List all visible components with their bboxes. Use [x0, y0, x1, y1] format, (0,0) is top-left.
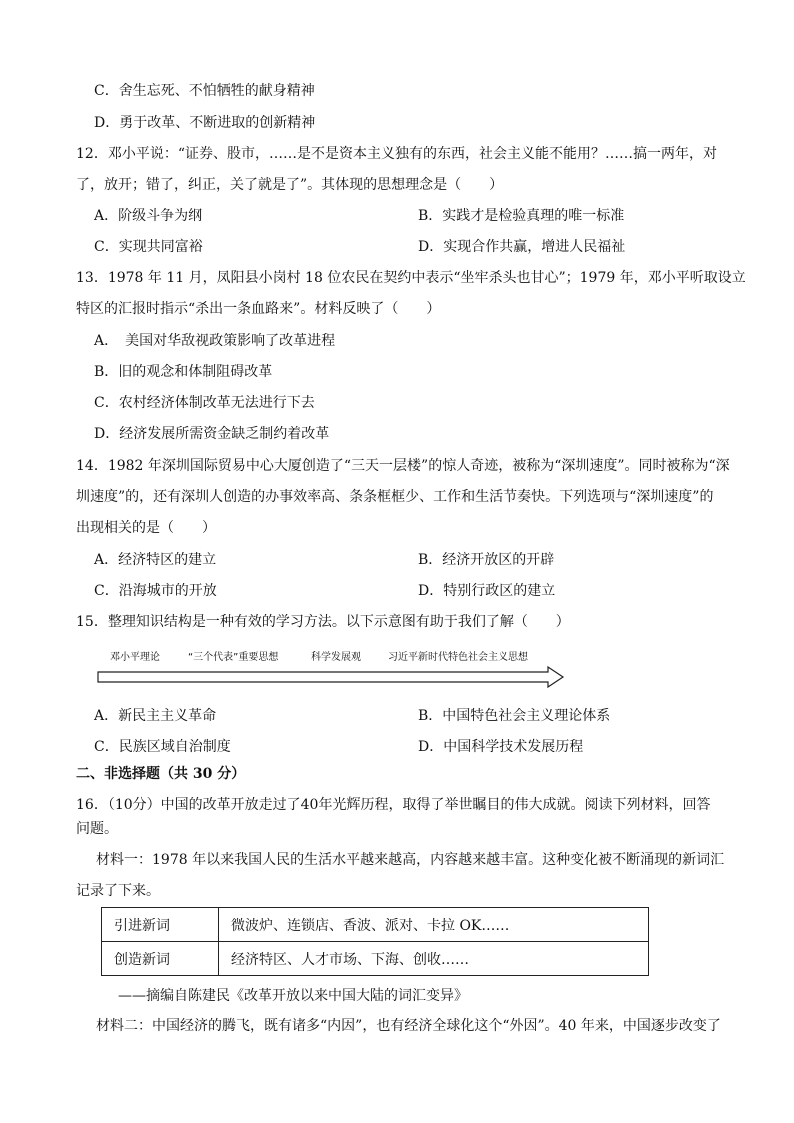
q11-option-d: D．勇于改革、不断进取的创新精神 [94, 115, 316, 131]
q15-option-d: D．中国科学技术发展历程 [418, 739, 584, 755]
q13-option-b: B．旧的观念和体制阻碍改革 [94, 364, 273, 380]
q13-stem-line1: 13．1978 年 11 月，凤阳县小岗村 18 位农民在契约中表示“坐牢杀头也甘心”；1979 年，邓小平听取设立 [76, 270, 746, 286]
q12-stem-line1: 12．邓小平说：“证券、股市，……是不是资本主义独有的东西，社会主义能不能用？……搞一两年，对 [76, 146, 717, 162]
q13-option-c: C．农村经济体制改革无法进行下去 [94, 395, 315, 411]
q13-stem-line2: 特区的汇报时指示“杀出一条血路来”。材料反映了（ ） [76, 301, 441, 317]
q16-material1-line1: 材料一：1978 年以来我国人民的生活水平越来越高，内容越来越丰富。这种变化被不断涌现的新词汇 [96, 852, 725, 868]
q16-source: ——摘编自陈建民《改革开放以来中国大陆的词汇变异》 [118, 988, 468, 1004]
q11-option-c: C．舍生忘死、不怕牺牲的献身精神 [94, 83, 315, 99]
diagram-label-scientific-development: 科学发展观 [311, 652, 361, 663]
knowledge-structure-diagram [96, 648, 566, 690]
table-row [102, 908, 649, 942]
q14-stem-line3: 出现相关的是（ ） [76, 520, 216, 536]
q15-stem: 15．整理知识结构是一种有效的学习方法。以下示意图有助于我们了解（ ） [76, 614, 570, 630]
q14-option-d: D．特别行政区的建立 [418, 583, 556, 599]
q12-option-c: C．实现共同富裕 [94, 239, 203, 255]
section-heading: 二、非选择题（共 30 分） [76, 766, 246, 782]
q12-option-b: B．实践才是检验真理的唯一标准 [418, 208, 625, 224]
q16-stem-line1: 16．（10分）中国的改革开放走过了40年光辉历程，取得了举世瞩目的伟大成就。阅读下列材料，回答 [76, 797, 711, 813]
q16-material2-line1: 材料二：中国经济的腾飞，既有诸多“内因”，也有经济全球化这个“外因”。40 年来，中国逐步改变了 [96, 1018, 721, 1034]
new-words-table [101, 907, 649, 976]
q12-stem-line2: 了，放开；错了，纠正，关了就是了”。其体现的思想理念是（ ） [76, 177, 504, 193]
q12-option-d: D．实现合作共赢，增进人民福祉 [418, 239, 626, 255]
diagram-label-three-represents: “三个代表”重要思想 [188, 652, 279, 663]
q14-option-b: B．经济开放区的开辟 [418, 552, 555, 568]
table-cell-label: 引进新词 [102, 908, 219, 942]
q15-option-c: C．民族区域自治制度 [94, 739, 231, 755]
diagram-label-deng: 邓小平理论 [110, 652, 160, 663]
table-cell-content: 微波炉、连锁店、香波、派对、卡拉 OK…… [219, 908, 649, 942]
q15-option-a: A．新民主主义革命 [94, 708, 217, 724]
q14-stem-line1: 14．1982 年深圳国际贸易中心大厦创造了“三天一层楼”的惊人奇迹，被称为“深圳速度”。同时被称为“深 [76, 458, 730, 474]
table-cell-label: 创造新词 [102, 942, 219, 976]
q14-stem-line2: 圳速度”的，还有深圳人创造的办事效率高、条条框框少、工作和生活节奏快。下列选项与“深圳速度”的 [76, 489, 714, 505]
table-cell-content: 经济特区、人才市场、下海、创收…… [219, 942, 649, 976]
q12-option-a: A．阶级斗争为纲 [94, 208, 203, 224]
q14-option-c: C．沿海城市的开放 [94, 583, 217, 599]
q14-option-a: A．经济特区的建立 [94, 552, 217, 568]
diagram-label-xi-thought: 习近平新时代特色社会主义思想 [388, 652, 528, 663]
table-row [102, 942, 649, 976]
q15-option-b: B．中国特色社会主义理论体系 [418, 708, 611, 724]
q16-material1-line2: 记录了下来。 [76, 883, 160, 899]
q13-option-d: D．经济发展所需资金缺乏制约着改革 [94, 426, 330, 442]
right-arrow-icon [96, 666, 566, 688]
q13-option-a: A． 美国对华敌视政策影响了改革进程 [94, 333, 336, 349]
q16-stem-line2: 问题。 [76, 821, 118, 837]
